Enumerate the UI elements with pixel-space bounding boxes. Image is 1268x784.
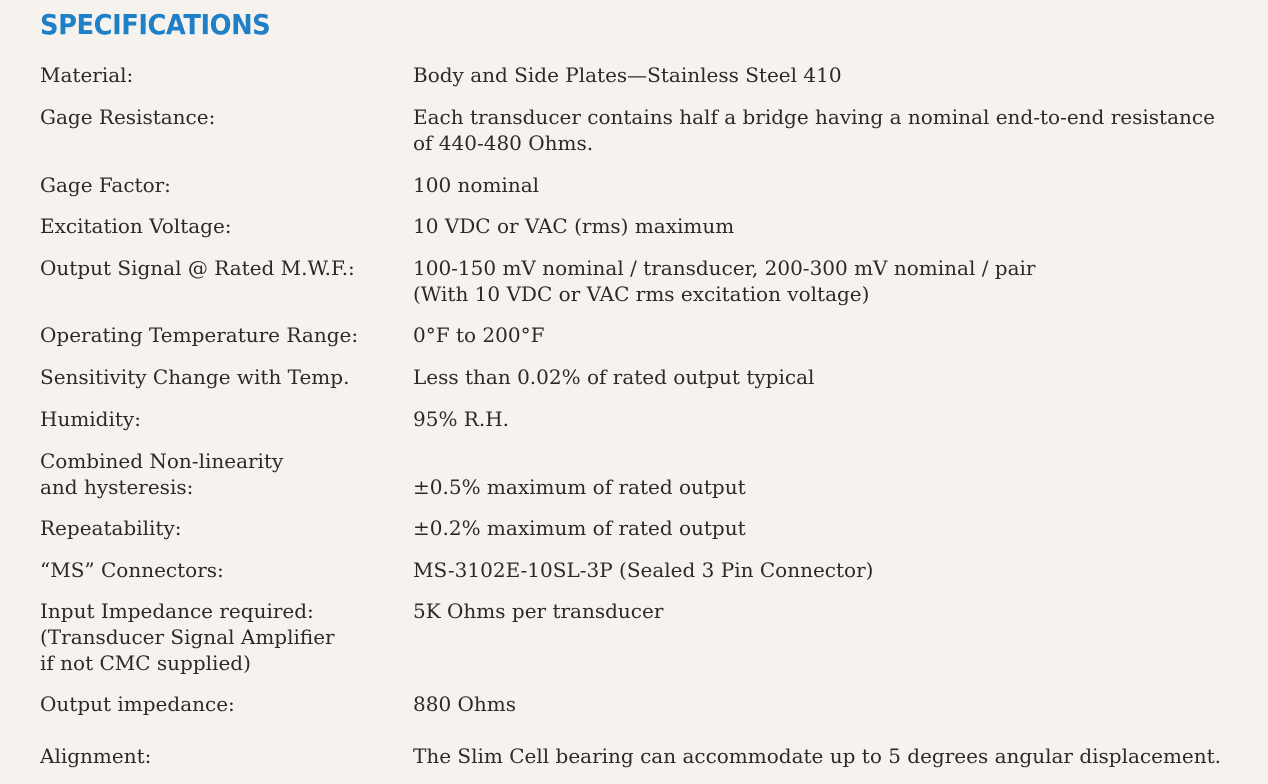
spec-label: Alignment:: [40, 744, 152, 768]
spec-label: Output Signal @ Rated M.W.F.:: [40, 256, 355, 280]
spec-value: 880 Ohms: [413, 692, 517, 716]
spec-value: Body and Side Plates—Stainless Steel 410: [413, 63, 842, 87]
spec-value: 0°F to 200°F: [413, 323, 545, 347]
spec-label: Gage Resistance:: [40, 105, 216, 129]
spec-value: Less than 0.02% of rated output typical: [413, 365, 815, 389]
spec-value: 100 nominal: [413, 173, 540, 197]
spec-label: Humidity:: [40, 407, 141, 431]
spec-value: MS-3102E-10SL-3P (Sealed 3 Pin Connector): [413, 558, 874, 582]
spec-label: Output impedance:: [40, 692, 235, 716]
spec-value: 100-150 mV nominal / transducer, 200-300 mV nominal / pair (With 10 VDC or VAC rms excitation voltage): [413, 256, 1036, 306]
spec-value: The Slim Cell bearing can accommodate up to 5 degrees angular displacement.: [413, 744, 1222, 768]
page-title: SPECIFICATIONS: [40, 8, 271, 41]
spec-label: “MS” Connectors:: [40, 558, 224, 582]
spec-label: Repeatability:: [40, 516, 182, 540]
spec-label: Excitation Voltage:: [40, 214, 232, 238]
spec-label: Input Impedance required: (Transducer Signal Amplifier if not CMC supplied): [40, 599, 335, 675]
spec-value: 5K Ohms per transducer: [413, 599, 664, 623]
spec-label: Material:: [40, 63, 134, 87]
spec-value: 10 VDC or VAC (rms) maximum: [413, 214, 735, 238]
spec-label: Combined Non-linearity and hysteresis:: [40, 449, 284, 499]
spec-value: 95% R.H.: [413, 407, 510, 431]
spec-label: Operating Temperature Range:: [40, 323, 359, 347]
spec-value: ±0.2% maximum of rated output: [413, 516, 746, 540]
spec-label: Sensitivity Change with Temp.: [40, 365, 350, 389]
spec-value: Each transducer contains half a bridge having a nominal end-to-end resistance of 440-480 Ohms.: [413, 105, 1215, 155]
spec-value: ±0.5% maximum of rated output: [413, 475, 746, 499]
spec-label: Gage Factor:: [40, 173, 171, 197]
